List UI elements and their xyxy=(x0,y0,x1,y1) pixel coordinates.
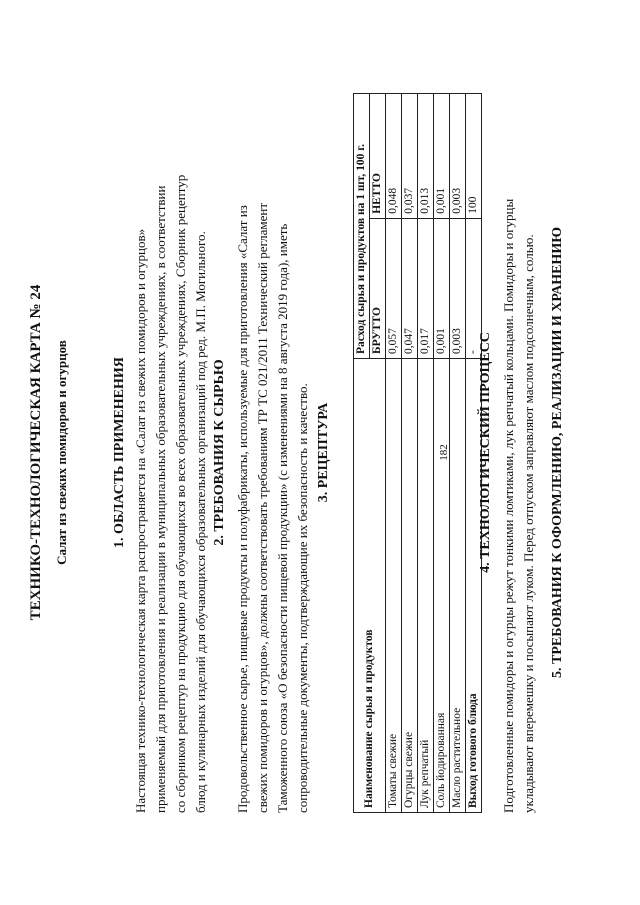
section-heading-process: 4. ТЕХНОЛОГИЧЕСКИЙ ПРОЦЕСС xyxy=(478,332,493,573)
process-line: укладывают вперемешку и посыпают луком. Перед отпуском заправляют маслом подсолнечным, солью. xyxy=(521,234,536,813)
page-number: 182 xyxy=(438,444,450,461)
recipe-table xyxy=(353,93,482,813)
section-heading-scope: 1. ОБЛАСТЬ ПРИМЕНЕНИЯ xyxy=(112,357,127,548)
net-value: 0,048 xyxy=(386,94,402,219)
gross-value: 0,057 xyxy=(386,218,402,358)
section-text-raw-materials xyxy=(233,93,313,813)
scope-line: со сборником рецептур на продукцию для обучающихся во всех образовательных учреждениях, Сборник рецептур xyxy=(173,174,188,813)
table-row xyxy=(418,94,434,813)
yield-label: Выход готового блюда xyxy=(466,359,482,813)
header-consumption-group: Расход сырья и продуктов на 1 шт, 100 г. xyxy=(354,94,370,359)
yield-gross: - xyxy=(466,218,482,358)
section-heading-recipe: 3. РЕЦЕПТУРА xyxy=(316,402,331,503)
header-name-column: Наименование сырья и продуктов xyxy=(354,359,386,813)
scope-line: применяемый для приготовления и реализации в муниципальных образовательных учреждениях, в соответствии xyxy=(153,185,168,813)
net-value: 0,037 xyxy=(402,94,418,219)
ingredient-name: Лук репчатый xyxy=(418,359,434,813)
net-value: 0,003 xyxy=(450,94,466,219)
section-heading-presentation: 5. ТРЕБОВАНИЯ К ОФОРМЛЕНИЮ, РЕАЛИЗАЦИИ И ХРАНЕНИЮ xyxy=(550,227,565,678)
ingredient-name: Соль йодированная xyxy=(434,359,450,813)
raw-materials-line: Таможенного союза «О безопасности пищевой продукции» (с изменениями на 8 августа 2019 года), иметь xyxy=(275,223,290,813)
table-row xyxy=(386,94,402,813)
document-title: ТЕХНИКО-ТЕХНОЛОГИЧЕСКАЯ КАРТА № 24 xyxy=(28,284,44,621)
section-text-scope xyxy=(131,93,211,813)
scope-line: Настоящая технико-технологическая карта распространяется на «Салат из свежих помидоров и огурцов» xyxy=(133,228,148,813)
gross-value: 0,001 xyxy=(434,218,450,358)
gross-value: 0,003 xyxy=(450,218,466,358)
ingredient-name: Огурцы свежие xyxy=(402,359,418,813)
table-row xyxy=(402,94,418,813)
table-row xyxy=(450,94,466,813)
raw-materials-line: Продовольственное сырье, пищевые продукты и полуфабрикаты, используемые для приготовления «Салат из xyxy=(235,205,250,813)
raw-materials-line: свежих помидоров и огурцов», должны соответствовать требованиям ТР ТС 021/2011 Технический регламент xyxy=(255,202,270,813)
raw-materials-line: сопроводительные документы, подтверждающие их безопасность и качество. xyxy=(295,383,310,813)
net-value: 0,001 xyxy=(434,94,450,219)
section-text-process xyxy=(499,93,539,813)
dish-subtitle: Салат из свежих помидоров и огурцов xyxy=(54,340,69,565)
process-line: Подготовленные помидоры и огурцы режут тонкими ломтиками, лук репчатый кольцами. Помидоры и огурцы xyxy=(501,198,516,813)
yield-net: 100 xyxy=(466,94,482,219)
header-gross: БРУТТО xyxy=(370,218,386,358)
ingredient-name: Томаты свежие xyxy=(386,359,402,813)
table-header-row xyxy=(354,94,370,813)
gross-value: 0,017 xyxy=(418,218,434,358)
net-value: 0,013 xyxy=(418,94,434,219)
section-heading-raw-materials: 2. ТРЕБОВАНИЯ К СЫРЬЮ xyxy=(212,359,227,546)
header-net: НЕТТО xyxy=(370,94,386,219)
scope-line: блюд и кулинарных изделий для обучающихся образовательных организаций под ред. М.П. Могильного. xyxy=(193,231,208,813)
ingredient-name: Масло растительное xyxy=(450,359,466,813)
gross-value: 0,047 xyxy=(402,218,418,358)
